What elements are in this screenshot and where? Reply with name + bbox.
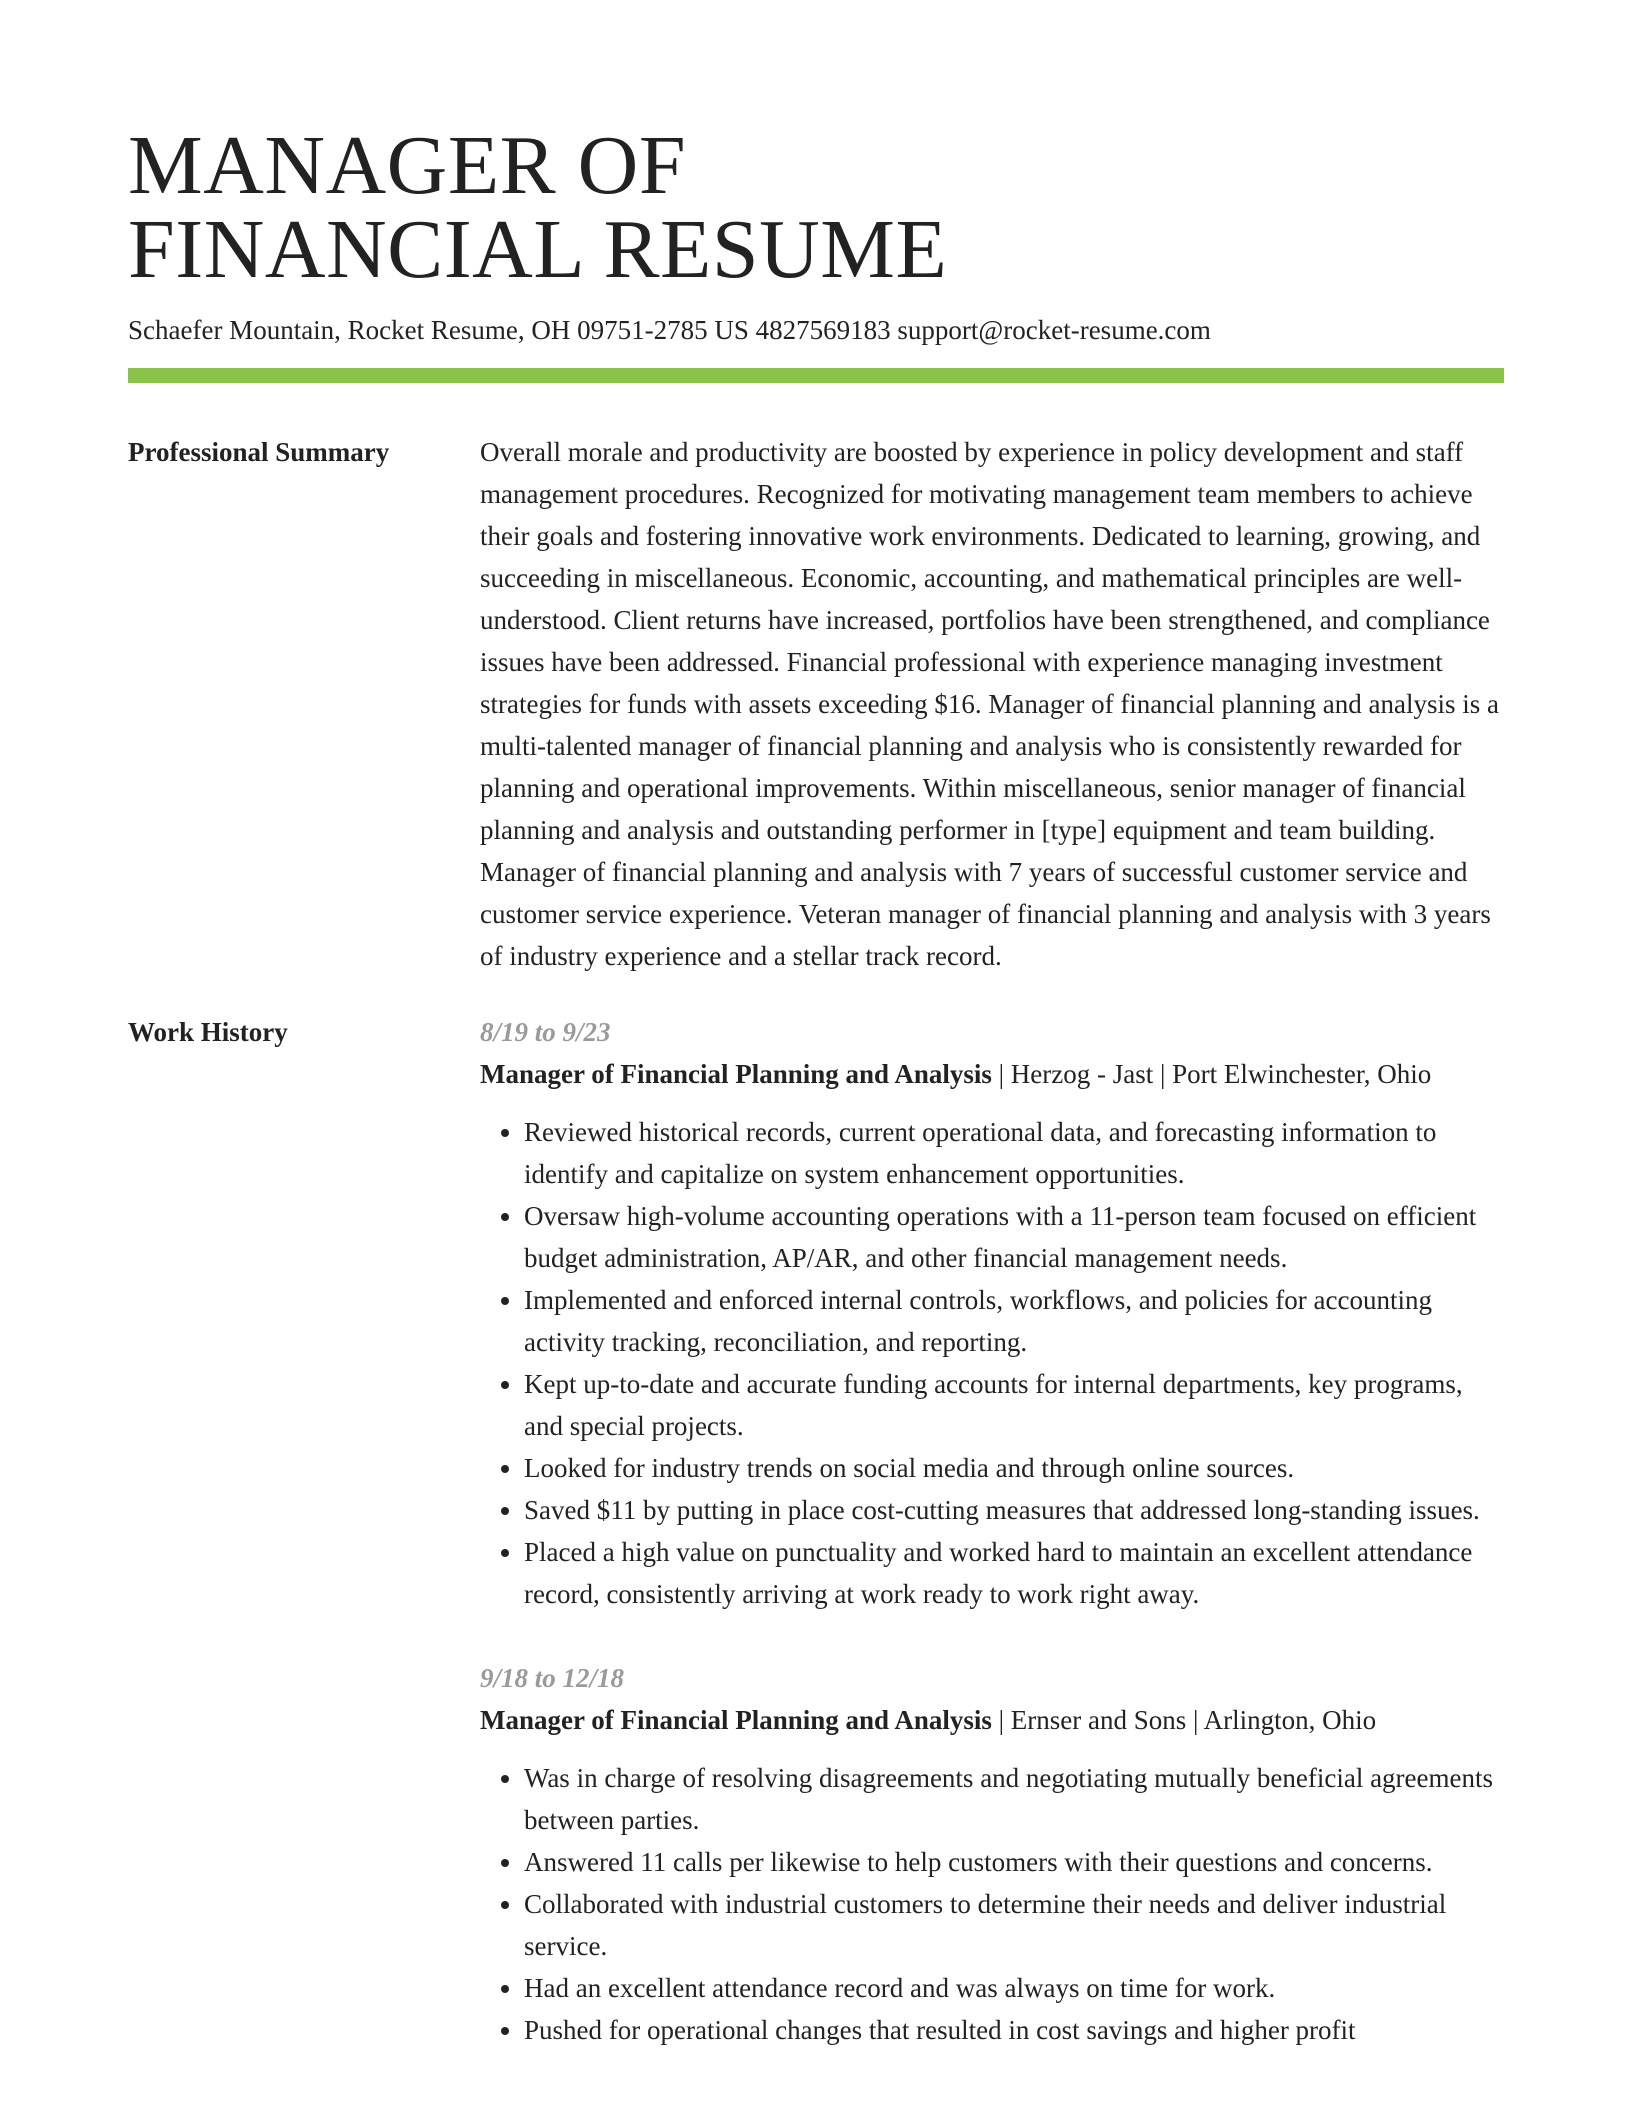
title-line-1: MANAGER OF [128, 119, 687, 212]
job-title: Manager of Financial Planning and Analysis [480, 1059, 992, 1089]
section-heading-work-history: Work History [128, 1017, 288, 1047]
job-heading [480, 1699, 1504, 1741]
job-bullet: • Reviewed historical records, current operational data, and forecasting information to identify and capitalize on system enhancement opportunities. [524, 1111, 1504, 1195]
summary-body [480, 431, 1504, 977]
job-bullet: • Pushed for operational changes that resulted in cost savings and higher profit [524, 2009, 1504, 2051]
job-bullet: • Looked for industry trends on social media and through online sources. [524, 1447, 1504, 1489]
job-bullet: • Was in charge of resolving disagreements and negotiating mutually beneficial agreements between parties. [524, 1757, 1504, 1841]
professional-summary-section [128, 431, 1504, 977]
job-bullet: • Oversaw high-volume accounting operations with a 11-person team focused on efficient budget administration, AP/AR, and other financial management needs. [524, 1195, 1504, 1279]
job-bullet: • Answered 11 calls per likewise to help customers with their questions and concerns. [524, 1841, 1504, 1883]
job-details: | Ernser and Sons | Arlington, Ohio [991, 1705, 1377, 1735]
job-bullet: • Placed a high value on punctuality and worked hard to maintain an excellent attendance record, consistently arriving at work ready to work right away. [524, 1531, 1504, 1615]
job-title: Manager of Financial Planning and Analysis [480, 1705, 992, 1735]
job-entry [480, 1011, 1504, 1615]
job-dates: 8/19 to 9/23 [480, 1017, 611, 1047]
job-bullet: • Collaborated with industrial customers to determine their needs and deliver industrial service. [524, 1883, 1504, 1967]
resume-title [128, 0, 1504, 296]
title-line-2: FINANCIAL RESUME [128, 203, 948, 296]
job-entry [480, 1657, 1504, 2051]
job-bullet: • Saved $11 by putting in place cost-cutting measures that addressed long-standing issues. [524, 1489, 1504, 1531]
resume-page [128, 0, 1504, 2093]
job-heading [480, 1053, 1504, 1095]
job-dates: 9/18 to 12/18 [480, 1663, 625, 1693]
work-history-section [128, 1011, 1504, 2093]
job-bullet: • Kept up-to-date and accurate funding accounts for internal departments, key programs, and special projects. [524, 1363, 1504, 1447]
work-history-body [480, 1011, 1504, 2093]
contact-info: Schaefer Mountain, Rocket Resume, OH 09751-2785 US 4827569183 support@rocket-resume.com [128, 315, 1211, 345]
job-bullet-list [480, 1757, 1504, 2051]
summary-text: Overall morale and productivity are boosted by experience in policy development and staff management procedures. Recognized for motivating management team members to achieve their goals and fostering innovative work environments. Dedicated to learning, growing, and succeeding in miscellaneous. Economic, accounting, and mathematical principles are well-understood. Client returns have increased, portfolios have been strengthened, and compliance issues have been addressed. Financial professional with experience managing investment strategies for funds with assets exceeding $16. Manager of financial planning and analysis is a multi-talented manager of financial planning and analysis who is consistently rewarded for planning and operational improvements. Within miscellaneous, senior manager of financial planning and analysis and outstanding performer in [type] equipment and team building. Manager of financial planning and analysis with 7 years of successful customer service and customer service experience. Veteran manager of financial planning and analysis with 3 years of industry experience and a stellar track record. [480, 437, 1499, 971]
job-bullet-list [480, 1111, 1504, 1615]
accent-divider [128, 368, 1504, 383]
job-details: | Herzog - Jast | Port Elwinchester, Ohio [991, 1059, 1432, 1089]
job-bullet: • Implemented and enforced internal controls, workflows, and policies for accounting activity tracking, reconciliation, and reporting. [524, 1279, 1504, 1363]
section-heading-summary: Professional Summary [128, 437, 390, 467]
job-bullet: • Had an excellent attendance record and was always on time for work. [524, 1967, 1504, 2009]
